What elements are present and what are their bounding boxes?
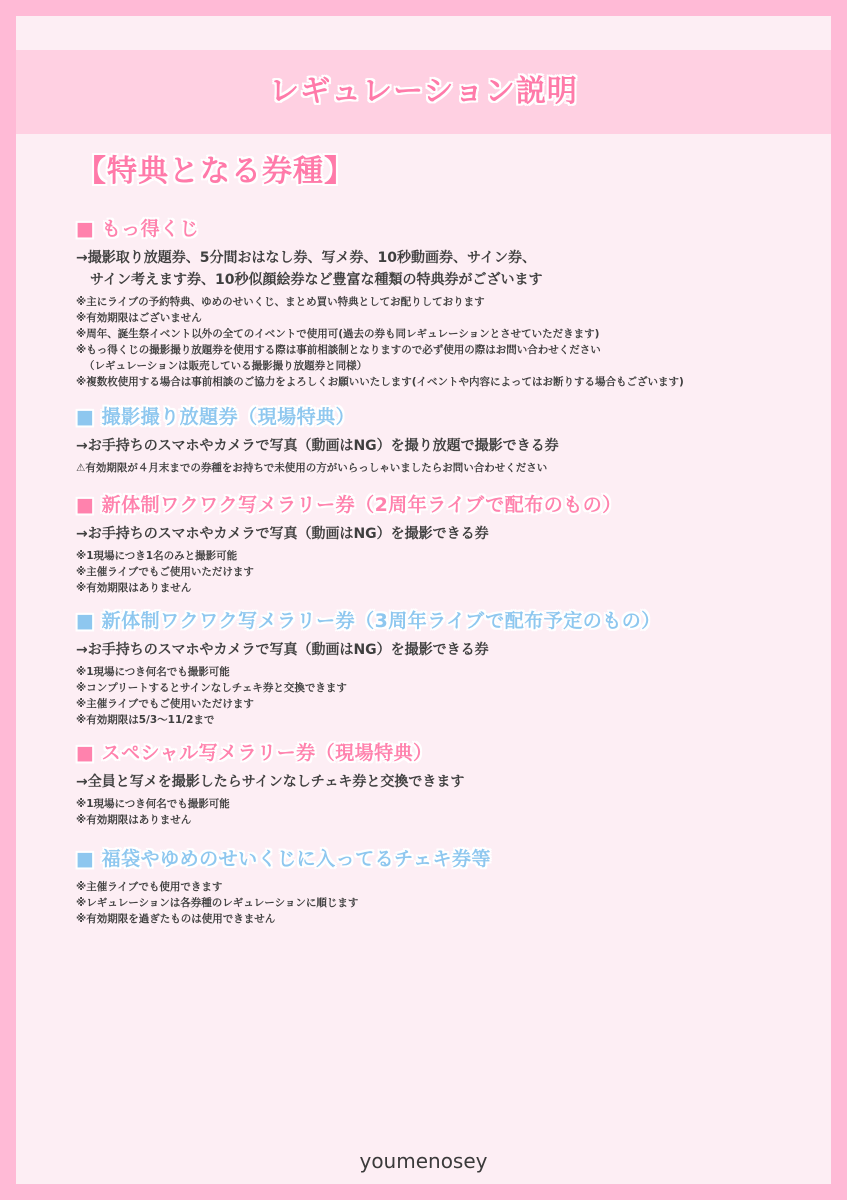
section-note: ※レギュレーションは各券種のレギュレーションに順じます	[76, 897, 359, 909]
section-main-line: →お手持ちのスマホやカメラで写真（動画はNG）を撮り放題で撮影できる券	[76, 438, 559, 454]
section-note: ※有効期限はありません	[76, 814, 192, 826]
brand-logo: youmenosey	[359, 1149, 488, 1173]
section-main-line: →お手持ちのスマホやカメラで写真（動画はNG）を撮影できる券	[76, 526, 489, 542]
section-note: ※複数枚使用する場合は事前相談のご協力をよろしくお願いいたします(イベントや内容によってはお断りする場合もございます)	[76, 376, 684, 388]
section-title: ■ スペシャル写メラリー券（現場特典）	[76, 742, 433, 764]
section-note: ※主催ライブでもご使用いただけます	[76, 698, 254, 710]
section-photo-unlimited	[76, 402, 816, 476]
section-note: ※主催ライブでもご使用いただけます	[76, 566, 254, 578]
section-title: ■ もっ得くじ	[76, 218, 200, 240]
section-note: ※有効期限はございません	[76, 312, 202, 324]
section-main-line: →撮影取り放題券、5分間おはなし券、写メ券、10秒動画券、サイン券、	[76, 250, 536, 266]
subheading: 【特典となる券種】	[76, 154, 355, 189]
section-note: ※1現場につき1名のみと撮影可能	[76, 550, 238, 562]
section-note: ※コンプリートするとサインなしチェキ券と交換できます	[76, 682, 347, 694]
section-motteku-ji	[76, 214, 816, 390]
section-wakuwaku-3rd	[76, 606, 816, 728]
section-note: ※有効期限はありません	[76, 582, 192, 594]
section-note: ※主にライブの予約特典、ゆめのせいくじ、まとめ買い特典としてお配りしております	[76, 296, 485, 308]
section-title: ■ 新体制ワクワク写メラリー券（2周年ライブで配布のもの）	[76, 494, 622, 516]
section-special-rally	[76, 738, 816, 828]
section-note: ※周年、誕生祭イベント以外の全てのイベントで使用可(過去の券も同レギュレーションとさせていただきます)	[76, 328, 600, 340]
section-note: ※有効期限を過ぎたものは使用できません	[76, 913, 276, 925]
section-note: ⚠有効期限が４月末までの券種をお持ちで未使用の方がいらっしゃいましたらお問い合わせください	[76, 462, 548, 474]
section-title: ■ 福袋やゆめのせいくじに入ってるチェキ券等	[76, 848, 491, 870]
section-note: （レギュレーションは販売している撮影撮り放題券と同様）	[84, 360, 368, 372]
section-note: ※有効期限は5/3〜11/2まで	[76, 714, 215, 726]
section-wakuwaku-2nd	[76, 490, 816, 596]
section-title: ■ 撮影撮り放題券（現場特典）	[76, 406, 356, 428]
section-main-line: →全員と写メを撮影したらサインなしチェキ券と交換できます	[76, 774, 465, 790]
page	[16, 16, 831, 1184]
section-note: ※1現場につき何名でも撮影可能	[76, 666, 230, 678]
section-note: ※もっ得くじの撮影撮り放題券を使用する際は事前相談制となりますので必ず使用の際はお問い合わせください	[76, 344, 601, 356]
section-lucky-bag-cheki	[76, 844, 816, 927]
page-title: レギュレーション説明	[269, 74, 578, 109]
section-note: ※1現場につき何名でも撮影可能	[76, 798, 230, 810]
section-note: ※主催ライブでも使用できます	[76, 881, 223, 893]
section-title: ■ 新体制ワクワク写メラリー券（3周年ライブで配布予定のもの）	[76, 610, 661, 632]
section-main-line: →お手持ちのスマホやカメラで写真（動画はNG）を撮影できる券	[76, 642, 489, 658]
section-main-line: サイン考えます券、10秒似顔絵券など豊富な種類の特典券がございます	[90, 272, 543, 288]
